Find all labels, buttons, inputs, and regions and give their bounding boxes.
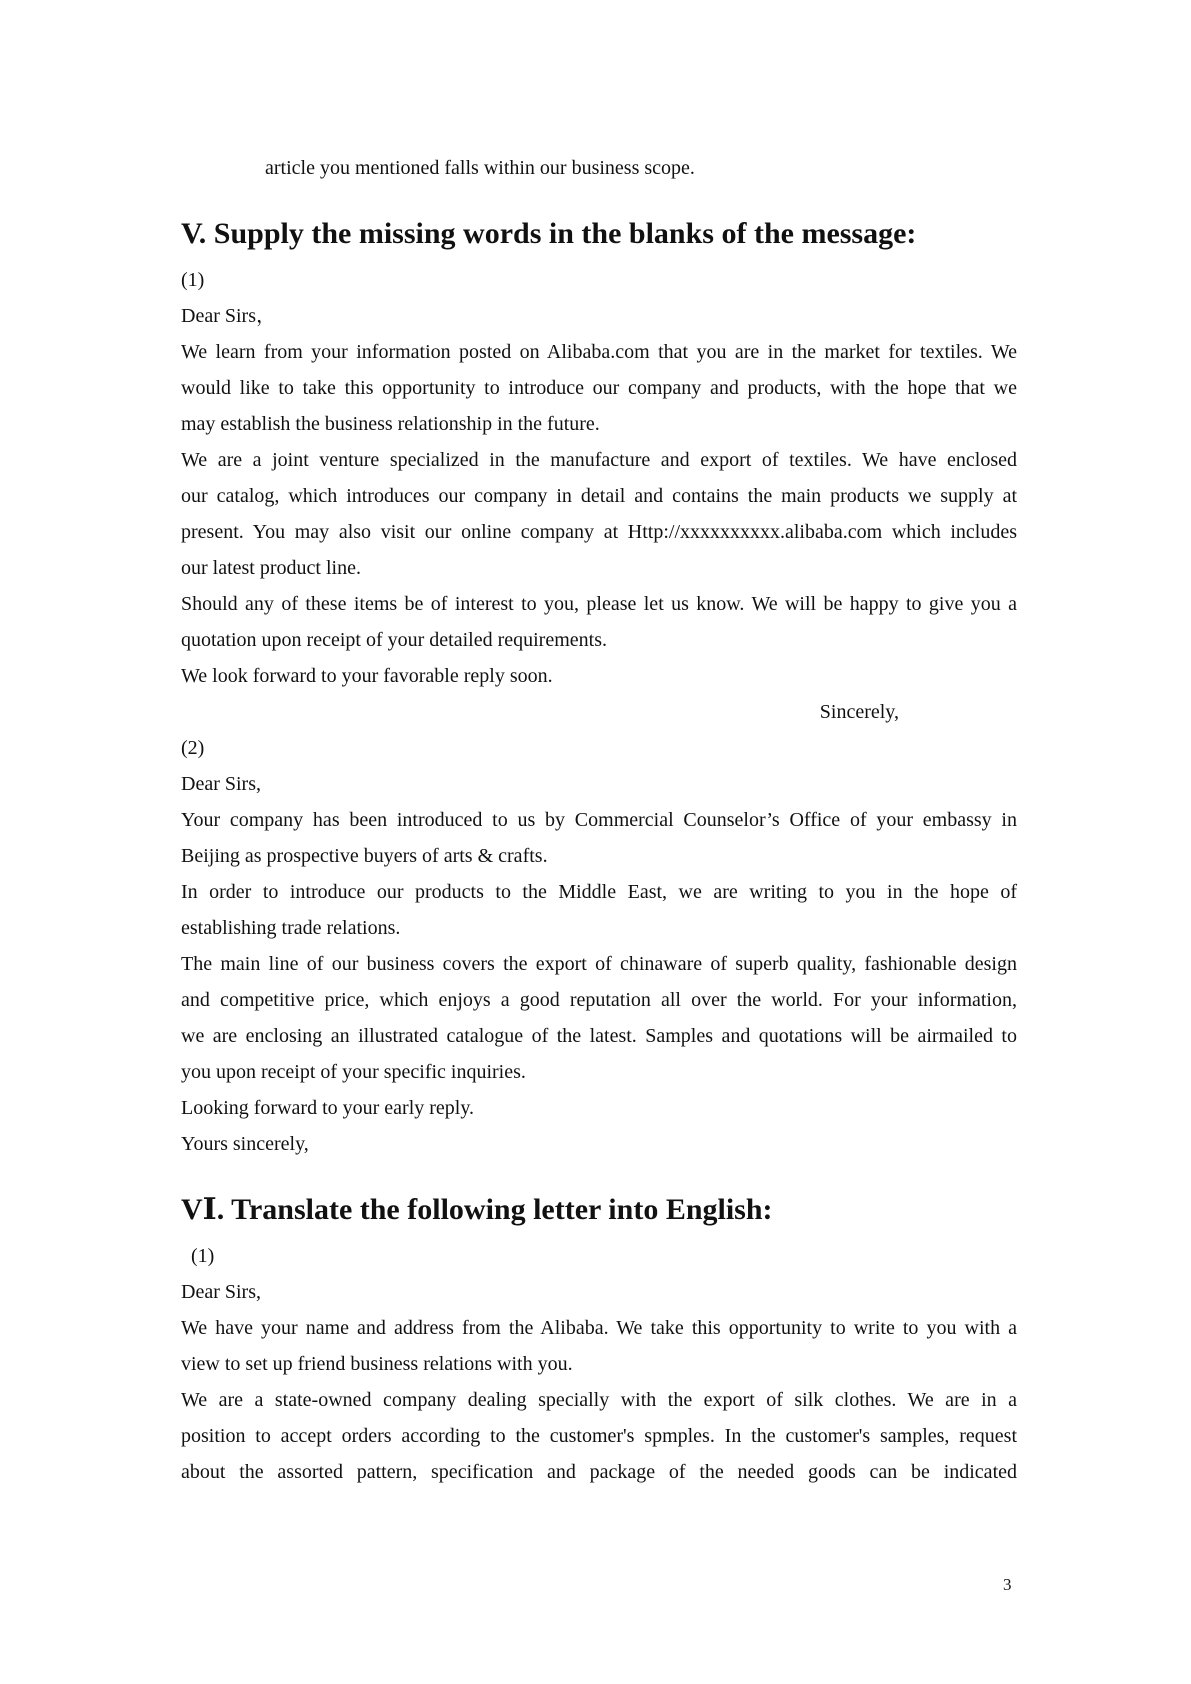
letter-1-line: may establish the business relationship in the future. [181, 413, 600, 435]
letter-3-number: (1) [191, 1245, 215, 1267]
page-number: 3 [1003, 1575, 1012, 1594]
letter-3-salutation: Dear Sirs, [181, 1281, 261, 1303]
letter-1-salutation: Dear Sirs， [181, 305, 276, 327]
letter-2-number: (2) [181, 737, 205, 759]
letter-2-line: establishing trade relations. [181, 917, 401, 939]
section-6-heading: VⅠ. Translate the following letter into English: [181, 1193, 773, 1226]
page-content [181, 150, 1017, 1490]
letter-2-line: you upon receipt of your specific inquiries. [181, 1061, 526, 1083]
letter-2-closing: Yours sincerely, [181, 1133, 309, 1155]
letter-2-salutation: Dear Sirs, [181, 773, 261, 795]
letter-2-line: and competitive price, which enjoys a good reputation all over the world. For your information, [181, 989, 1017, 1011]
letter-3-line: view to set up friend business relations with you. [181, 1353, 573, 1375]
letter-1-line: quotation upon receipt of your detailed requirements. [181, 629, 607, 651]
letter-1-line: We are a joint venture specialized in the manufacture and export of textiles. We have enclosed [181, 449, 1017, 471]
letter-1-line: We look forward to your favorable reply soon. [181, 665, 553, 687]
section-5-heading: V. Supply the missing words in the blanks of the message: [181, 217, 917, 250]
letter-3-line: about the assorted pattern, specification and package of the needed goods can be indicated [181, 1461, 1017, 1483]
letter-3-line: position to accept orders according to the customer's spmples. In the customer's samples, request [181, 1425, 1017, 1447]
letter-1-number: (1) [181, 269, 205, 291]
letter-1-line: would like to take this opportunity to introduce our company and products, with the hope that we [181, 377, 1017, 399]
letter-2-line: we are enclosing an illustrated catalogue of the latest. Samples and quotations will be airmailed to [181, 1025, 1017, 1047]
letter-1-closing: Sincerely, [819, 701, 899, 723]
letter-1-line: present. You may also visit our online company at Http://xxxxxxxxxx.alibaba.com which includes [181, 521, 1017, 543]
letter-1-line: our latest product line. [181, 557, 361, 579]
letter-1-line: Should any of these items be of interest to you, please let us know. We will be happy to give you a [181, 593, 1017, 615]
letter-2-line: In order to introduce our products to the Middle East, we are writing to you in the hope of [181, 881, 1017, 903]
letter-2-line: Looking forward to your early reply. [181, 1097, 475, 1119]
letter-1-line: We learn from your information posted on Alibaba.com that you are in the market for textiles. We [181, 341, 1017, 363]
letter-2-line: Your company has been introduced to us by Commercial Counselor’s Office of your embassy in [181, 809, 1017, 831]
letter-3-line: We are a state-owned company dealing specially with the export of silk clothes. We are in a [181, 1389, 1017, 1411]
letter-2-line: The main line of our business covers the export of chinaware of superb quality, fashionable design [181, 953, 1017, 975]
letter-2-line: Beijing as prospective buyers of arts & crafts. [181, 845, 548, 867]
letter-3-line: We have your name and address from the Alibaba. We take this opportunity to write to you with a [181, 1317, 1017, 1339]
letter-1-line: our catalog, which introduces our company in detail and contains the main products we supply at [181, 485, 1017, 507]
carryover-line: article you mentioned falls within our business scope. [265, 157, 695, 179]
